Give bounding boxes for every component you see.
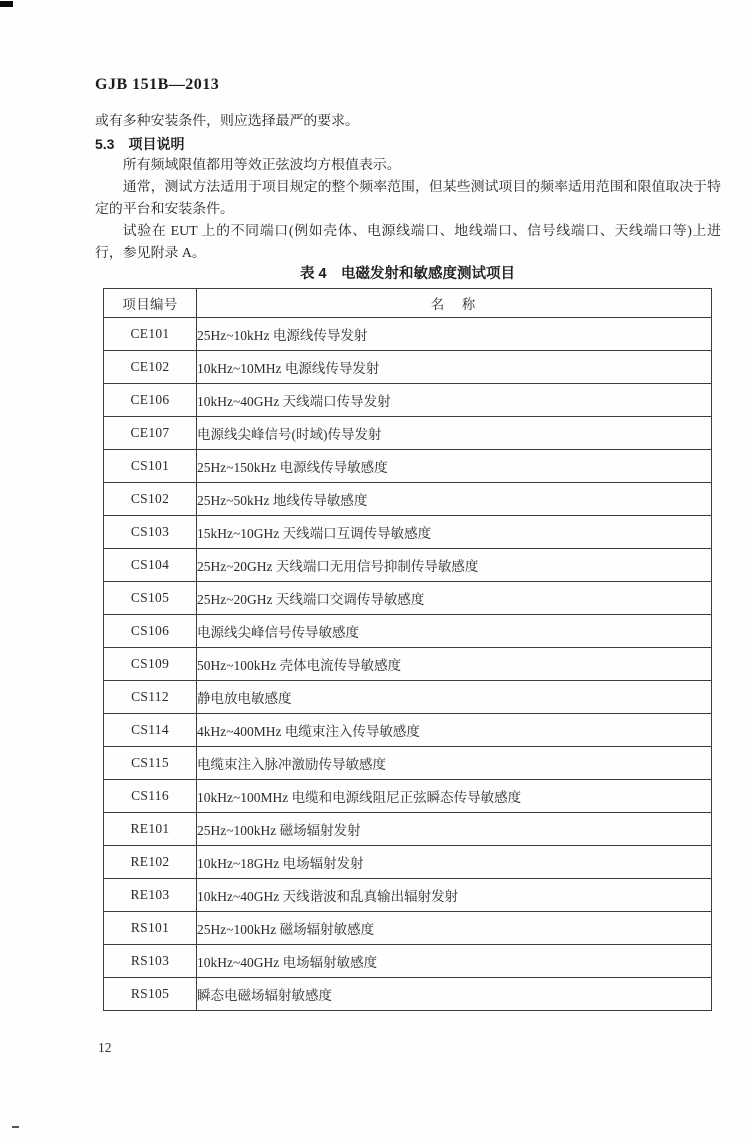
- item-number-cell: CS103: [104, 516, 197, 549]
- item-number-cell: CS105: [104, 582, 197, 615]
- item-name-cell: 50Hz~100kHz 壳体电流传导敏感度: [197, 648, 712, 681]
- item-name-cell: 10kHz~18GHz 电场辐射发射: [197, 846, 712, 879]
- item-number-cell: CS101: [104, 450, 197, 483]
- table-row: [104, 978, 712, 1011]
- item-number-cell: RS103: [104, 945, 197, 978]
- item-name-cell: 15kHz~10GHz 天线端口互调传导敏感度: [197, 516, 712, 549]
- standard-number: GJB 151B—2013: [95, 76, 220, 93]
- item-name-cell: 10kHz~100MHz 电缆和电源线阻尼正弦瞬态传导敏感度: [197, 780, 712, 813]
- item-number-cell: CE102: [104, 351, 197, 384]
- column-header-item-number: 项目编号: [104, 289, 197, 318]
- item-name-cell: 10kHz~10MHz 电源线传导发射: [197, 351, 712, 384]
- item-number-cell: CS112: [104, 681, 197, 714]
- item-number-cell: CS104: [104, 549, 197, 582]
- item-name-cell: 25Hz~20GHz 天线端口无用信号抑制传导敏感度: [197, 549, 712, 582]
- table-caption: 表 4 电磁发射和敏感度测试项目: [299, 266, 516, 282]
- item-number-cell: CS106: [104, 615, 197, 648]
- item-number-cell: RE103: [104, 879, 197, 912]
- item-name-cell: 4kHz~400MHz 电缆束注入传导敏感度: [197, 714, 712, 747]
- item-number-cell: CE107: [104, 417, 197, 450]
- table-row: [104, 417, 712, 450]
- paragraph-limits: 所有频域限值都用等效正弦波均方根值表示。: [122, 158, 401, 173]
- item-number-cell: RE102: [104, 846, 197, 879]
- table-row: [104, 516, 712, 549]
- item-name-cell: 静电放电敏感度: [197, 681, 712, 714]
- item-name-cell: 25Hz~20GHz 天线端口交调传导敏感度: [197, 582, 712, 615]
- scan-artifact-top: [0, 1, 13, 7]
- body-text: [95, 111, 721, 265]
- item-name-cell: 瞬态电磁场辐射敏感度: [197, 978, 712, 1011]
- item-number-cell: CS116: [104, 780, 197, 813]
- table-row: [104, 549, 712, 582]
- item-name-cell: 电源线尖峰信号(时域)传导发射: [197, 417, 712, 450]
- table-row: [104, 582, 712, 615]
- column-header-name: 名 称: [197, 289, 712, 318]
- section-heading-5-3: 5.3 项目说明: [95, 136, 185, 152]
- item-name-cell: 10kHz~40GHz 天线谐波和乱真输出辐射发射: [197, 879, 712, 912]
- table-row: [104, 747, 712, 780]
- table-row: [104, 813, 712, 846]
- table-row: [104, 846, 712, 879]
- item-number-cell: CE101: [104, 318, 197, 351]
- table-row: [104, 945, 712, 978]
- table-row: [104, 912, 712, 945]
- item-number-cell: RE101: [104, 813, 197, 846]
- item-name-cell: 25Hz~50kHz 地线传导敏感度: [197, 483, 712, 516]
- item-name-cell: 10kHz~40GHz 电场辐射敏感度: [197, 945, 712, 978]
- item-name-cell: 25Hz~10kHz 电源线传导发射: [197, 318, 712, 351]
- item-number-cell: CS102: [104, 483, 197, 516]
- table-row: [104, 681, 712, 714]
- item-name-cell: 电缆束注入脉冲激励传导敏感度: [197, 747, 712, 780]
- item-name-cell: 电源线尖峰信号传导敏感度: [197, 615, 712, 648]
- paragraph-frequency-range: 通常，测试方法适用于项目规定的整个频率范围，但某些测试项目的频率适用范围和限值取决于特定的平台和安装条件。: [95, 180, 721, 217]
- table-row: [104, 450, 712, 483]
- test-items-table: [103, 288, 712, 1011]
- table-row: [104, 714, 712, 747]
- paragraph-eut-ports: 试验在 EUT 上的不同端口(例如壳体、电源线端口、地线端口、信号线端口、天线端口等)上进行，参见附录 A。: [95, 224, 721, 261]
- table-row: [104, 879, 712, 912]
- item-name-cell: 10kHz~40GHz 天线端口传导发射: [197, 384, 712, 417]
- item-number-cell: CS115: [104, 747, 197, 780]
- item-name-cell: 25Hz~100kHz 磁场辐射敏感度: [197, 912, 712, 945]
- item-number-cell: CS109: [104, 648, 197, 681]
- table-row: [104, 483, 712, 516]
- table-row: [104, 318, 712, 351]
- page-number: 12: [98, 1040, 112, 1055]
- table-row: [104, 384, 712, 417]
- item-name-cell: 25Hz~150kHz 电源线传导敏感度: [197, 450, 712, 483]
- table-row: [104, 780, 712, 813]
- scan-artifact-bottom: [12, 1126, 19, 1128]
- item-number-cell: CS114: [104, 714, 197, 747]
- table-row: [104, 351, 712, 384]
- table-row: [104, 648, 712, 681]
- table-row: [104, 615, 712, 648]
- table-header-row: [104, 289, 712, 318]
- item-number-cell: CE106: [104, 384, 197, 417]
- paragraph-continuation: 或有多种安装条件，则应选择最严的要求。: [95, 114, 359, 129]
- item-number-cell: RS101: [104, 912, 197, 945]
- item-number-cell: RS105: [104, 978, 197, 1011]
- item-name-cell: 25Hz~100kHz 磁场辐射发射: [197, 813, 712, 846]
